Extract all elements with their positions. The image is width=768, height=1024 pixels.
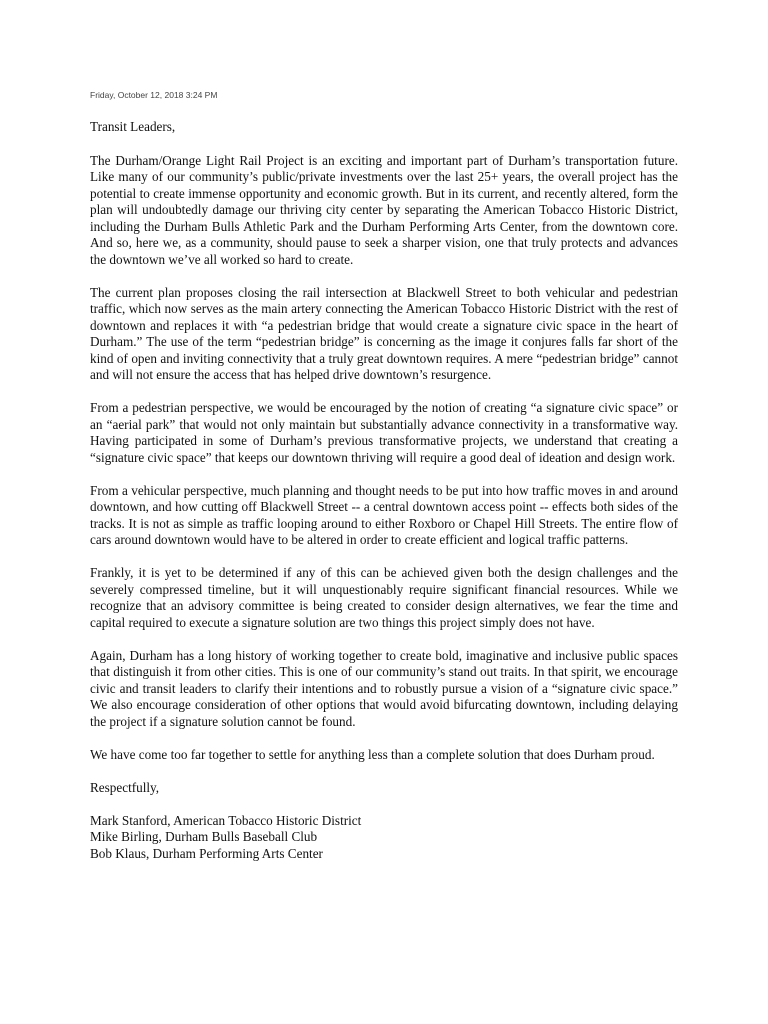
letter-closing: Respectfully,	[90, 779, 160, 795]
letter-timestamp: Friday, October 12, 2018 3:24 PM	[90, 90, 218, 100]
letter-paragraph-2: The current plan proposes closing the rail intersection at Blackwell Street to both vehicular and pedestrian traffic, which now serves as the main artery connecting the American Tobacco Historic District with the rest of downtown and replaces it with “a pedestrian bridge that would create a signature civic space in the heart of Durham.” The use of the term “pedestrian bridge” is concerning as the image it conjures falls far short of the kind of open and inviting connectivity that a truly great downtown requires. A mere “pedestrian bridge” cannot and will not ensure the access that has helped drive downtown’s resurgence.	[90, 284, 678, 382]
letter-paragraph-1: The Durham/Orange Light Rail Project is an exciting and important part of Durham’s transportation future. Like many of our community’s public/private investments over the last 25+ years, the overall project has the potential to create immense opportunity and economic growth. But in its current, and recently altered, form the plan will undoubtedly damage our thriving city center by separating the American Tobacco Historic District, including the Durham Bulls Athletic Park and the Durham Performing Arts Center, from the downtown core. And so, here we, as a community, should pause to seek a sharper vision, one that truly protects and advances the downtown we’ve all worked so hard to create.	[90, 152, 678, 267]
signatory-1: Mark Stanford, American Tobacco Historic District	[90, 812, 362, 828]
letter-paragraph-7: We have come too far together to settle for anything less than a complete solution that does Durham proud.	[90, 746, 655, 762]
letter-paragraph-3: From a pedestrian perspective, we would be encouraged by the notion of creating “a signature civic space” or an “aerial park” that would not only maintain but substantially advance connectivity in a transformative way. Having participated in some of Durham’s previous transformative projects, we understand that creating a “signature civic space” that keeps our downtown thriving will require a good deal of ideation and design work.	[90, 400, 678, 465]
signature-block	[90, 813, 678, 863]
letter-salutation: Transit Leaders,	[90, 119, 176, 134]
letter-paragraph-6: Again, Durham has a long history of working together to create bold, imaginative and inclusive public spaces that distinguish it from other cities. This is one of our community’s stand out traits. In that spirit, we encourage civic and transit leaders to clarify their intentions and to robustly pursue a vision of a “signature civic space.” We also encourage consideration of other options that would avoid bifurcating downtown, including delaying the project if a signature solution cannot be found.	[90, 647, 678, 729]
letter-page	[90, 90, 678, 862]
letter-paragraph-5: Frankly, it is yet to be determined if any of this can be achieved given both the design challenges and the severely compressed timeline, but it will unquestionably require significant financial resources. While we recognize that an advisory committee is being created to consider design alternatives, we fear the time and capital required to execute a signature solution are two things this project simply does not have.	[90, 565, 678, 630]
signatory-2: Mike Birling, Durham Bulls Baseball Club	[90, 829, 318, 844]
signatory-3: Bob Klaus, Durham Performing Arts Center	[90, 845, 323, 861]
letter-paragraph-4: From a vehicular perspective, much planning and thought needs to be put into how traffic moves in and around downtown, and how cutting off Blackwell Street -- a central downtown access point -- effects both sides of the tracks. It is not as simple as traffic looping around to either Roxboro or Chapel Hill Streets. The entire flow of cars around downtown would have to be altered in order to create efficient and logical traffic patterns.	[90, 482, 678, 547]
